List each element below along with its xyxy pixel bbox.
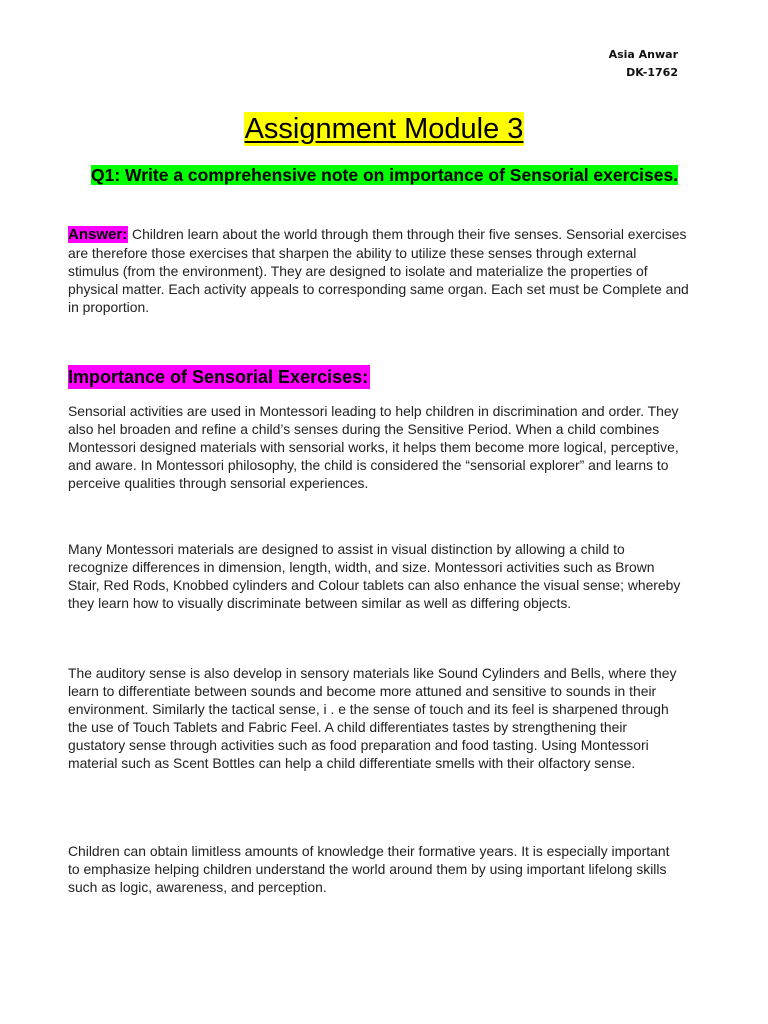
author-name: Asia Anwar xyxy=(608,48,678,61)
author-block xyxy=(609,46,678,82)
paragraph-sensorial-activities: Sensorial activities are used in Montessori leading to help children in discrimination and order. They also hel broaden and refine a child’s senses during the Sensitive Period. When a child combines Montessori designed materials with sensorial works, it helps them become more logical, perceptive, and aware. In Montessori philosophy, the child is considered the “sensorial explorer” and learns to perceive qualities through sensorial experiences. xyxy=(68,403,679,491)
answer-paragraph xyxy=(68,225,690,316)
answer-label: Answer: xyxy=(68,226,128,243)
answer-text: Children learn about the world through them through their five senses. Sensorial exercises are therefore those exercises that sharpen the ability to utilize these senses through external stimulus (from the environment). They are designed to isolate and materialize the properties of physical matter. Each activity appeals to corresponding same organ. Each set must be Complete and in proportion. xyxy=(68,226,689,315)
question-heading xyxy=(91,163,681,187)
question-text: Q1: Write a comprehensive note on importance of Sensorial exercises. xyxy=(91,165,679,185)
paragraph-visual-sense: Many Montessori materials are designed to assist in visual distinction by allowing a child to recognize differences in dimension, length, width, and size. Montessori activities such as Brown Stair, Red Rods, Knobbed cylinders and Colour tablets can also enhance the visual sense; whereby they learn how to visually discriminate between similar as well as differing objects. xyxy=(68,541,681,611)
paragraph-conclusion: Children can obtain limitless amounts of knowledge their formative years. It is especially important to emphasize helping children understand the world around them by using important lifelong skills such as logic, awareness, and perception. xyxy=(68,843,670,895)
page-title: Assignment Module 3 xyxy=(244,113,524,145)
section-heading: Importance of Sensorial Exercises: xyxy=(68,367,369,387)
paragraph-auditory-sense: The auditory sense is also develop in sensory materials like Sound Cylinders and Bells, where they learn to differentiate between sounds and become more attuned and sensitive to sounds in their environment. Similarly the tactical sense, i . e the sense of touch and its feel is sharpened through the use of Touch Tablets and Fabric Feel. A child differentiates tastes by strengthening their gustatory sense through activities such as food preparation and food tasting. Using Montessori material such as Scent Bottles can help a child differentiate smells with their olfactory sense. xyxy=(68,665,677,771)
student-id: DK-1762 xyxy=(626,66,678,79)
title-wrap xyxy=(0,112,768,146)
